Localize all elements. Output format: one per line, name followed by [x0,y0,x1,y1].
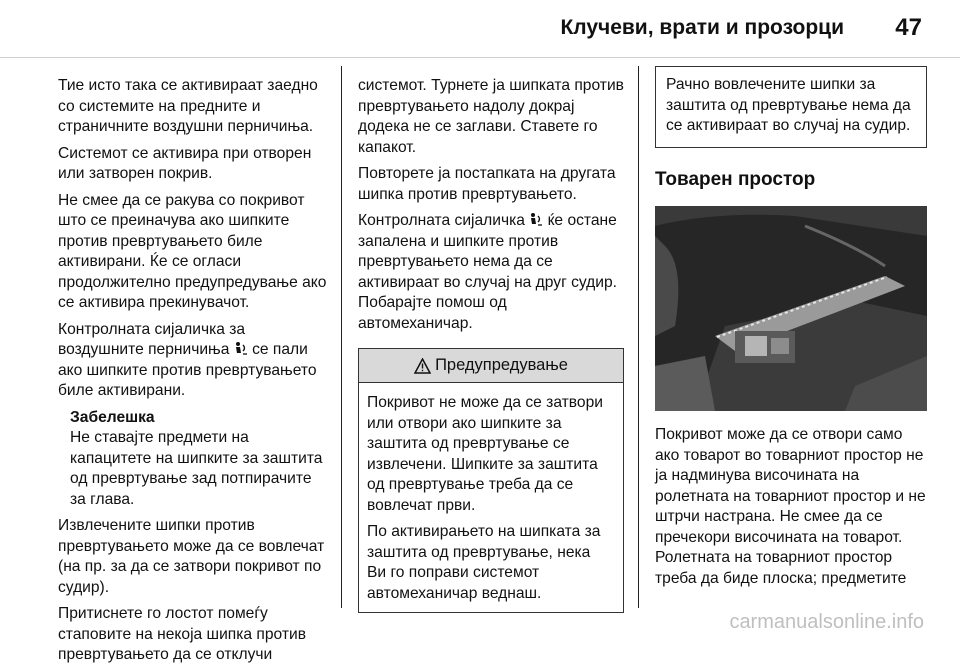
paragraph: системот. Турнете ја шипката против превртувањето надолу докрај додека не се заглави. Ставете го капакот. [358,77,624,156]
paragraph: Тие исто така се активираат заедно со системите на предните и страничните воздушни перничиња. [58,77,318,135]
note-title: Забелешка [70,408,155,426]
paragraph-text: ќе остане запалена и шипките против превртувањето нема да се активираат во случај на друг судир. Побарајте помош од автомеханичар. [358,212,617,332]
paragraph: Покривот може да се отвори само ако товарот во товарниот простор не ја надминува височината на ролетната на товарниот простор и не штрчи настрана. Не смее да се пречекори височината на товарот. Ролетната на товарниот простор треба да биде плоска; предметите [655,426,926,587]
airbag-warning-icon [234,341,248,356]
warning-body [359,383,623,612]
paragraph: Повторете ја постапката на другата шипка против превртувањето. [358,165,616,203]
airbag-warning-icon [529,212,543,227]
column-divider-1 [341,66,342,608]
paragraph [58,320,328,402]
info-box: Рачно вовлечените шипки за заштита од превртување нема да се активираат во случај на судир. [655,66,927,148]
section-title: Товарен простор [655,168,816,190]
paragraph: Притиснете го лостот помеѓу стаповите на некоја шипка против превртувањето да се отклучи [58,605,306,663]
note [70,408,328,511]
paragraph: Не смее да се ракува со покривот што се преиначува ако шипките против превртувањето биле активирани. Ќе се огласи продолжително предупредување ако се активира прекинувачот. [58,191,327,311]
watermark: carmanualsonline.info [729,611,924,633]
note-text: Не ставајте предмети на капацитете на шипките за заштита од превртување зад потпирачите за глава. [70,429,323,508]
paragraph-text: Контролната сијаличка за воздушните перничиња [58,320,246,358]
paragraph: По активирањето на шипката за заштита од превртување, нека Ви го поправи системот автомеханичар веднаш. [367,523,601,602]
paragraph: Системот се активира при отворен или затворен покрив. [58,144,312,182]
column-1 [58,76,328,672]
paragraph-text: се пали ако шипките против превртувањето биле активирани. [58,341,317,399]
paragraph-text: Контролната сијаличка [358,212,530,229]
warning-title: Предупредување [435,356,568,375]
paragraph [358,211,624,334]
column-2 [358,76,624,613]
column-divider-2 [638,66,639,608]
warning-header [359,349,623,383]
warning-triangle-icon [414,358,431,374]
header-title: Клучеви, врати и прозорци [560,16,844,39]
page-number: 47 [895,14,922,41]
page-header [0,0,960,58]
paragraph: Извлечените шипки против превртувањето може да се вовлечат (на пр. за да се затвори покривот по судир). [58,517,325,596]
cargo-area-photo [655,206,927,411]
paragraph: Покривот не може да се затвори или отвори ако шипките за заштита од превртување се извлечени. Шипките за заштита од превртување треба да се вовлечат први. [367,394,603,514]
column-3 [655,76,927,595]
warning-box [358,348,624,613]
header-rule [0,57,960,58]
cargo-area-illustration [655,206,927,411]
